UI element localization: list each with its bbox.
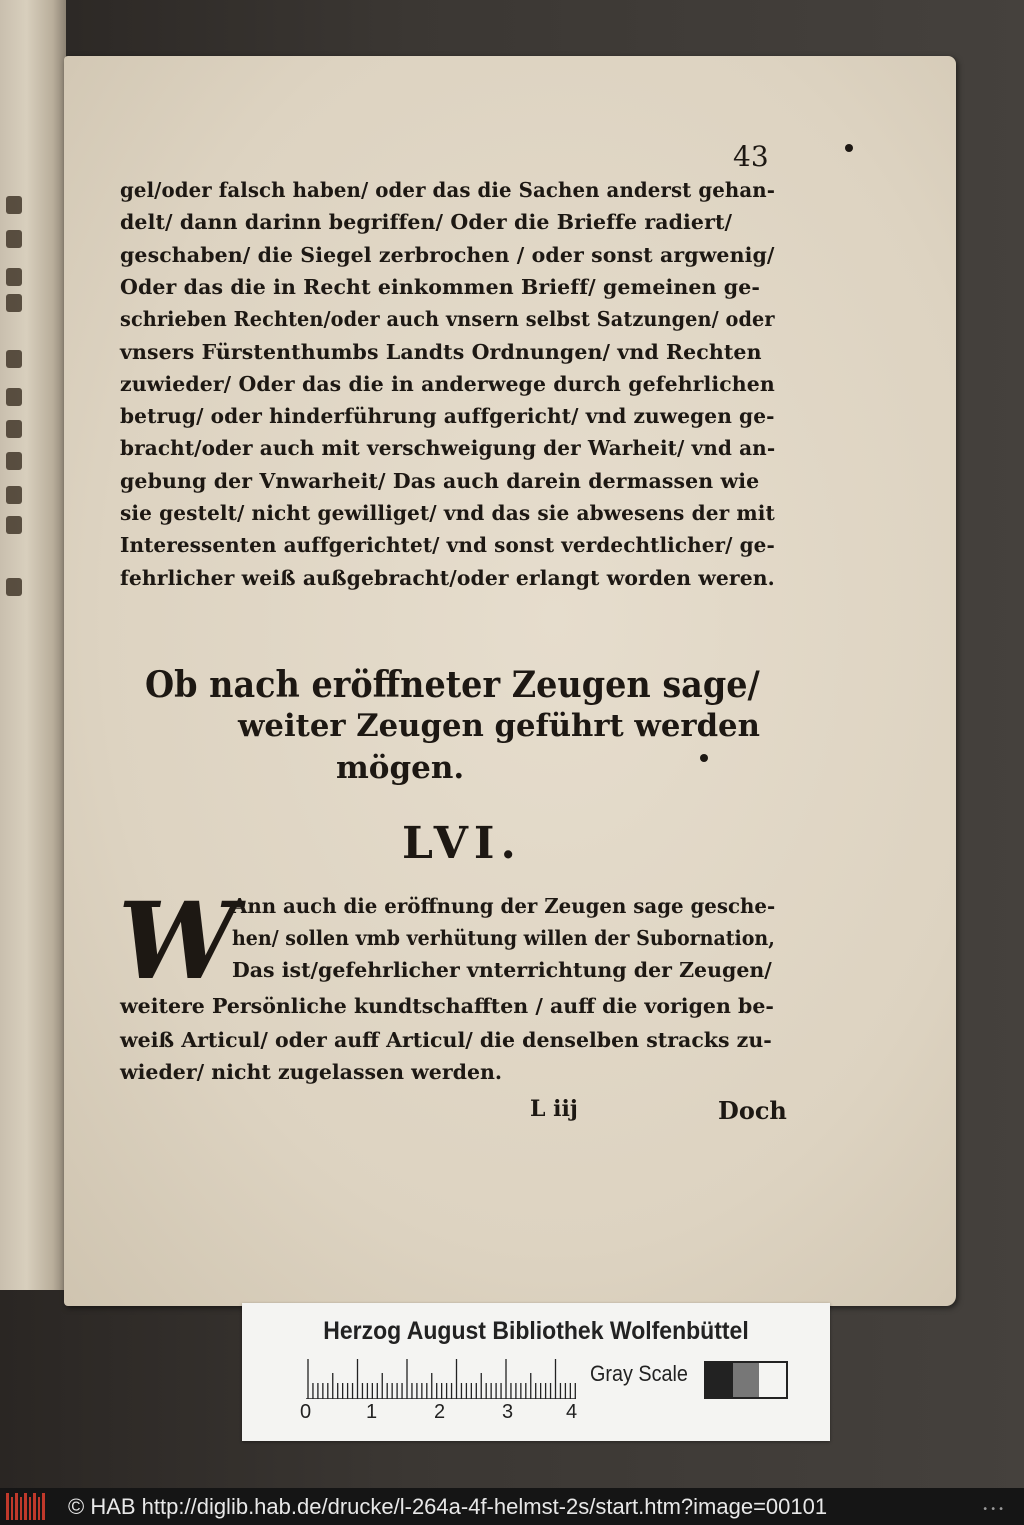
text-line: schrieben Rechten/oder auch vnsern selbst Satzungen/ oder: [120, 307, 775, 332]
ruler-number: 4: [566, 1401, 578, 1423]
text-line: zuwieder/ Oder das die in anderwege durch gefehrlichen: [120, 371, 775, 396]
gray-scale-label: Gray Scale: [590, 1361, 688, 1386]
previous-page-edge: [0, 0, 66, 1290]
text-line: vnsers Fürstenthumbs Landts Ordnungen/ vnd Rechten: [120, 339, 762, 364]
edge-glyph: [6, 420, 22, 438]
page-number: 43: [733, 140, 769, 173]
edge-glyph: [6, 294, 22, 312]
section-heading-line-1: Ob nach eröffneter Zeugen sage/: [145, 664, 760, 706]
text-line: betrug/ oder hinderführung auffgericht/ vnd zuwegen ge-: [120, 404, 775, 429]
library-logo-icon: [6, 1493, 46, 1520]
edge-glyph: [6, 196, 22, 214]
text-line: delt/ dann darinn begriffen/ Oder die Brieffe radiert/: [120, 210, 733, 235]
ruler-number: 3: [502, 1401, 514, 1423]
text-line: Das ist/gefehrlicher vnterrichtung der Zeugen/: [232, 958, 772, 982]
text-line: hen/ sollen vmb verhütung willen der Subornation,: [232, 926, 775, 950]
gray-scale-swatches: [704, 1361, 788, 1399]
ruler-scale: [306, 1359, 576, 1399]
signature-mark: L iij: [530, 1096, 578, 1122]
ink-speck: [845, 144, 853, 152]
text-line: Oder das die in Recht einkommen Brieff/ gemeinen ge-: [120, 274, 760, 299]
edge-glyph: [6, 230, 22, 248]
catchword: Doch: [718, 1096, 787, 1125]
drop-cap: W: [118, 878, 238, 1003]
text-line: weitere Persönliche kundtschafften / auff die vorigen be-: [120, 994, 774, 1018]
ruler-number: 2: [434, 1401, 446, 1423]
edge-glyph: [6, 388, 22, 406]
gray-swatch-mid: [733, 1363, 760, 1397]
text-line: weiß Articul/ oder auff Articul/ die denselben stracks zu-: [120, 1028, 772, 1052]
color-calibration-card: [242, 1303, 830, 1441]
chapter-number: LVI.: [402, 818, 522, 869]
section-heading-line-2: weiter Zeugen geführt werden: [238, 708, 760, 744]
edge-glyph: [6, 486, 22, 504]
text-line: Interessenten auffgerichtet/ vnd sonst verdechtlicher/ ge-: [120, 533, 775, 558]
status-bar: [0, 1488, 1024, 1525]
more-options-icon[interactable]: •••: [982, 1504, 1006, 1515]
edge-glyph: [6, 578, 22, 596]
text-line: gebung der Vnwarheit/ Das auch darein dermassen wie: [120, 468, 760, 493]
text-line: Ann auch die eröffnung der Zeugen sage gesche-: [232, 894, 776, 918]
text-line: geschaben/ die Siegel zerbrochen / oder sonst argwenig/: [120, 242, 775, 267]
gray-swatch-dark: [706, 1363, 733, 1397]
gray-swatch-light: [759, 1363, 786, 1397]
text-line: gel/oder falsch haben/ oder das die Sachen anderst gehan-: [120, 178, 776, 202]
ruler-number: 1: [366, 1401, 378, 1423]
text-line: bracht/oder auch mit verschweigung der Warheit/ vnd an-: [120, 436, 776, 461]
edge-glyph: [6, 350, 22, 368]
card-title: Herzog August Bibliothek Wolfenbüttel: [323, 1317, 749, 1345]
text-line: wieder/ nicht zugelassen werden.: [120, 1060, 503, 1084]
edge-glyph: [6, 268, 22, 286]
text-line: sie gestelt/ nicht gewilliget/ vnd das sie abwesens der mit: [120, 501, 775, 525]
ink-speck: [700, 754, 708, 762]
section-heading-line-3: mögen.: [336, 750, 465, 786]
ruler-number: 0: [300, 1401, 312, 1423]
edge-glyph: [6, 452, 22, 470]
copyright-url[interactable]: © HAB http://diglib.hab.de/drucke/l-264a-4f-helmst-2s/start.htm?image=00101: [68, 1494, 828, 1519]
text-line: fehrlicher weiß außgebracht/oder erlangt worden weren.: [120, 565, 775, 590]
edge-glyph: [6, 516, 22, 534]
